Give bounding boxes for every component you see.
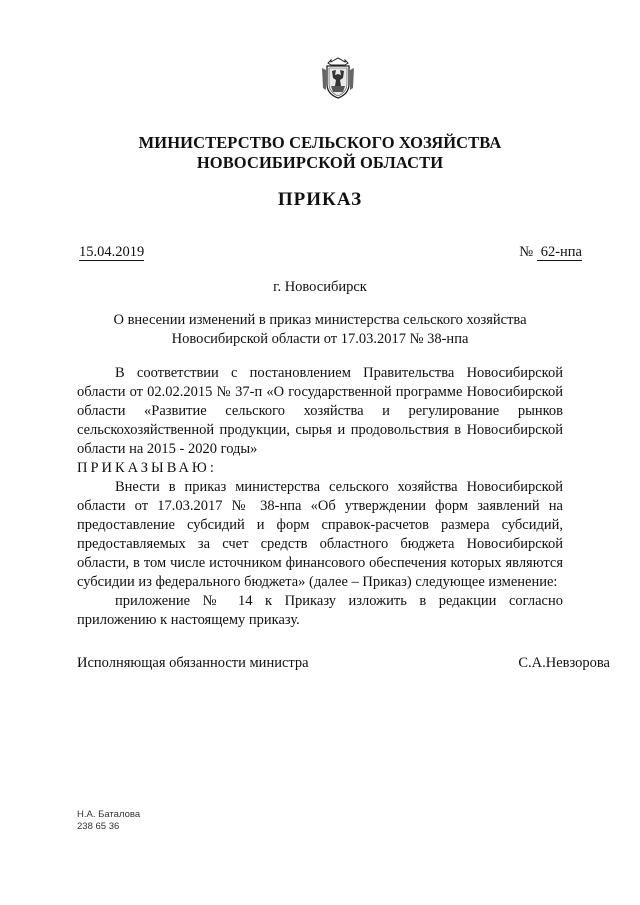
ministry-line-1: МИНИСТЕРСТВО СЕЛЬСКОГО ХОЗЯЙСТВА [138, 133, 502, 152]
city: г. Новосибирск [273, 279, 367, 295]
document-type: ПРИКАЗ [277, 189, 363, 210]
order-number-value: 62-нпа [537, 244, 582, 261]
order-word: ПРИКАЗЫВАЮ: [77, 460, 217, 476]
order-paragraph-2: приложение № 14 к Приказу изложить в редакции согласно приложению к настоящему приказу. [77, 593, 563, 628]
order-subject [90, 311, 550, 349]
signer-name: С.А.Невзорова [518, 655, 610, 671]
subject-line-2: Новосибирской области от 17.03.2017 № 38-нпа [171, 331, 469, 347]
executor-info [77, 809, 140, 833]
order-body [77, 364, 563, 630]
ministry-name [0, 133, 640, 173]
signer-position: Исполняющая обязанности министра [77, 655, 309, 671]
order-number [519, 244, 582, 260]
executor-name: Н.А. Баталова [77, 809, 141, 820]
executor-phone: 238 65 36 [77, 821, 120, 832]
coat-of-arms-icon [321, 56, 355, 100]
ministry-line-2: НОВОСИБИРСКОЙ ОБЛАСТИ [196, 153, 444, 172]
number-sign: № [519, 244, 534, 260]
preamble-paragraph: В соответствии с постановлением Правительства Новосибирской области от 02.02.2015 № 37-п «О государственной программе Новосибирской области «Развитие сельского хозяйства и регулирование рынков сельскохозяйственной продукции, сырья и продовольствия в Новосибирской области на 2015 - 2020 годы» [77, 365, 563, 457]
subject-line-1: О внесении изменений в приказ министерства сельского хозяйства [113, 312, 527, 328]
order-paragraph-1: Внести в приказ министерства сельского хозяйства Новосибирской области от 17.03.2017 № 38-нпа «Об утверждении форм заявлений на предоставление субсидий и форм справок-расчетов размера субсидий, предоставляемых за счет средств областного бюджета Новосибирской области, в том числе источником финансового обеспечения которых являются субсидии из федерального бюджета» (далее – Приказ) следующее изменение: [77, 479, 563, 590]
order-date: 15.04.2019 [79, 244, 145, 260]
